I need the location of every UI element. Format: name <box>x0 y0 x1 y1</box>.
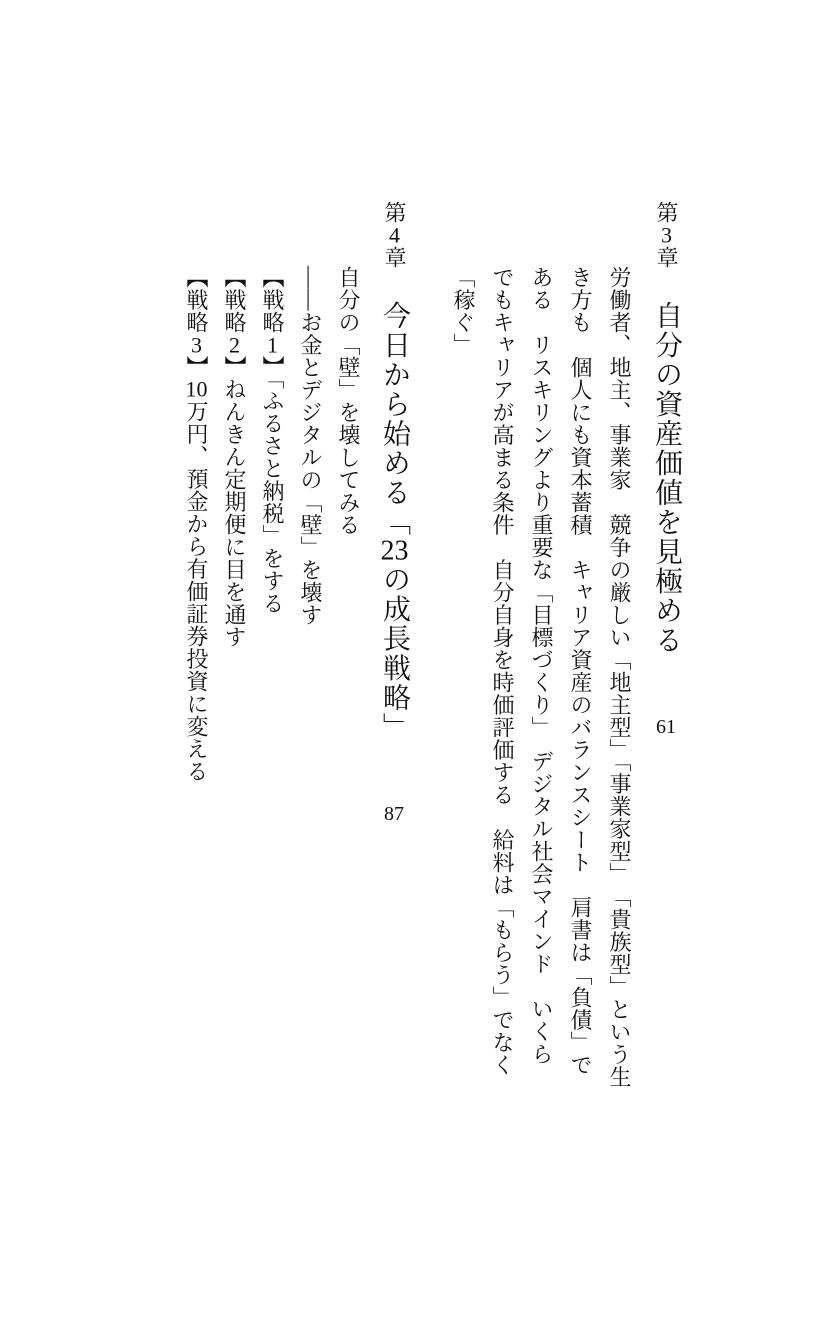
chapter3-heading-column <box>646 201 686 1311</box>
chapter3-toc-entries <box>444 266 639 1161</box>
toc-line: 【戦略2】ねんきん定期便に目を通す <box>222 266 247 648</box>
toc-line: でもキャリアが高まる条件 自分自身を時価評価する 給料は「もらう」でなく <box>490 266 515 1076</box>
chapter4-number: 第4章 <box>382 201 407 269</box>
toc-line: 「稼ぐ」 <box>451 266 476 356</box>
chapter3-number: 第3章 <box>654 201 679 269</box>
chapter3-title: 自分の資産価値を見極める <box>651 301 682 655</box>
chapter4-page-number-value: 87 <box>384 804 404 824</box>
chapter3-page-number <box>655 717 677 737</box>
toc-line: 【戦略1】「ふるさと納税」をする <box>260 266 285 615</box>
toc-line: き方も 個人にも資本蓄積 キャリア資産のバランスシート 肩書は「負債」で <box>568 266 593 1076</box>
toc-line: 自分の「壁」を壊してみる <box>336 266 361 536</box>
chapter4-title: 今日から始める「23の成長戦略」 <box>379 301 410 742</box>
chapter4-page-number <box>383 804 405 824</box>
toc-line: ――お金とデジタルの「壁」を壊す <box>298 266 323 626</box>
toc-line: ある リスキリングより重要な「目標づくり」 デジタル社会マインド いくら <box>529 266 554 1065</box>
chapter3-page-number-value: 61 <box>656 717 676 737</box>
toc-line: 【戦略3】10万円、預金から有価証券投資に変える <box>184 266 209 783</box>
chapter4-toc-entries <box>177 266 367 1161</box>
toc-line: 労働者、地主、事業家 競争の厳しい「地主型」「事業家型」 「貴族型」という生 <box>607 266 632 1088</box>
chapter4-heading-column <box>374 201 414 1311</box>
